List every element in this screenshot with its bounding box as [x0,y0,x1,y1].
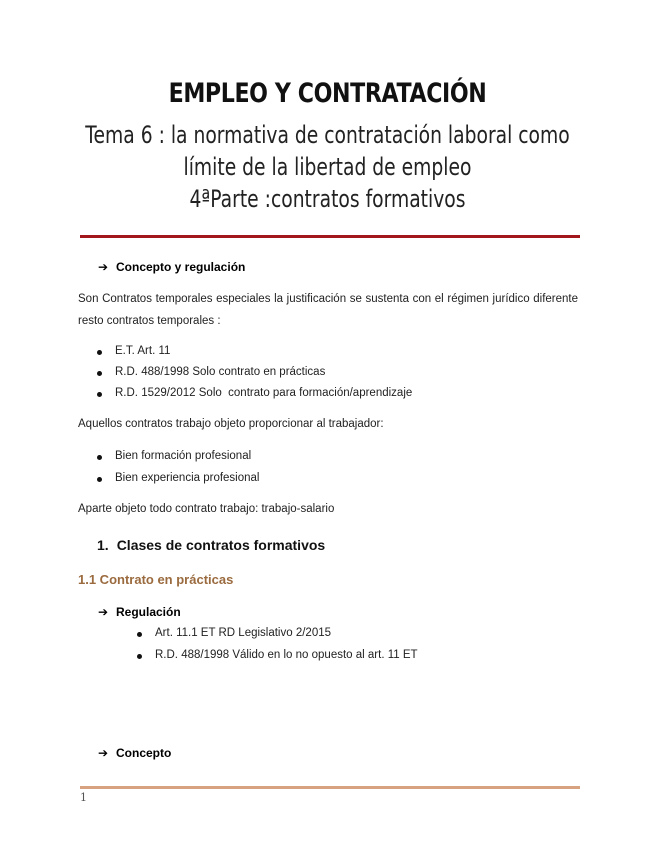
aquellos-paragraph: Aquellos contratos trabajo objeto proporcionar al trabajador: [78,418,384,430]
list-item [115,366,325,378]
list-item [115,345,170,357]
subtitle-line-2: límite de la libertad de empleo [183,153,472,181]
heading-contrato-practicas: 1.1 Contrato en prácticas [78,572,234,587]
title-divider [80,235,580,238]
list-item-text: Bien formación profesional [115,450,252,462]
bullet-icon [97,350,102,355]
page-number: 1 [80,791,87,804]
list-item-text: E.T. Art. 11 [115,345,171,357]
list-item-text: Art. 11.1 ET RD Legislativo 2/2015 [155,627,332,639]
list-item [155,649,418,661]
section-label: Concepto y regulación [116,260,246,274]
document-title: EMPLEO Y CONTRATACIÓN [168,78,487,109]
footer-divider [80,786,580,789]
intro-paragraph: Son Contratos temporales especiales la justificación se sustenta con el régimen jurídico diferente resto contratos temporales : [78,293,578,327]
arrow-right-icon: ➔ [98,746,109,760]
list-item [155,627,331,639]
bullet-icon [97,392,102,397]
section-concepto [98,746,171,760]
arrow-right-icon: ➔ [98,260,109,274]
bullet-icon [97,371,102,376]
list-item-text: R.D. 1529/2012 Solo contrato para formación/aprendizaje [115,387,413,399]
heading-text: Clases de contratos formativos [116,537,326,553]
subtitle-line-1: Tema 6 : la normativa de contratación laboral como [85,121,570,149]
heading-clases-contratos [97,537,325,553]
list-item-text: R.D. 488/1998 Solo contrato en prácticas [115,366,326,378]
list-item [115,450,251,462]
bullet-icon [97,455,102,460]
list-item-text: R.D. 488/1998 Válido en lo no opuesto al art. 11 ET [155,649,418,661]
arrow-right-icon: ➔ [98,605,109,619]
list-item [115,472,259,484]
list-item [115,387,412,399]
bullet-icon [97,477,102,482]
section-label: Regulación [116,605,181,619]
section-concepto-regulacion [98,260,245,274]
bullet-icon [137,654,142,659]
section-label: Concepto [116,746,172,760]
heading-number: 1. [97,537,109,553]
aparte-paragraph: Aparte objeto todo contrato trabajo: trabajo-salario [78,503,335,515]
list-item-text: Bien experiencia profesional [115,472,260,484]
subtitle-line-3: 4ªParte :contratos formativos [189,185,466,213]
bullet-icon [137,632,142,637]
section-regulacion [98,605,181,619]
